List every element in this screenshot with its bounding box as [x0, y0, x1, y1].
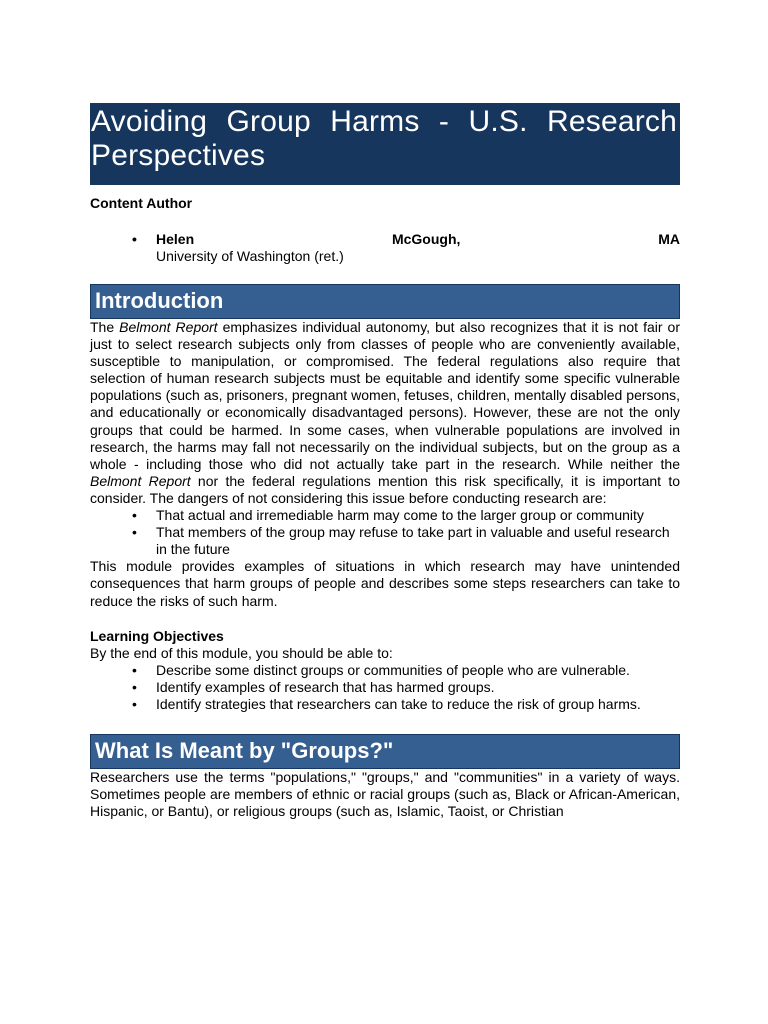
list-item: • Identify strategies that researchers can take to reduce the risk of group harms.	[90, 696, 680, 713]
learning-objectives-label: Learning Objectives	[90, 627, 224, 644]
author-name-line	[90, 231, 680, 248]
introduction-heading: Introduction	[90, 284, 680, 319]
introduction-paragraph-2: This module provides examples of situations in which research may have unintended consequences that harm groups of people and describes some steps researchers can take to reduce the risks of such harm.	[90, 558, 680, 609]
list-item: • Identify examples of research that has harmed groups.	[90, 679, 680, 696]
intro-p1-text-end: nor the federal regulations mention this risk specifically, it is important to consider. The dangers of not considering this issue before conducting research are:	[90, 472, 680, 506]
bullet-icon: •	[132, 231, 137, 247]
author-entry	[90, 231, 680, 265]
author-first-name: Helen	[156, 231, 195, 247]
author-last-name: McGough,	[391, 231, 461, 247]
objectives-list	[90, 662, 680, 713]
list-item: • That members of the group may refuse to take part in valuable and useful research in the future	[90, 524, 680, 558]
list-item: • That actual and irremediable harm may come to the larger group or community	[90, 507, 680, 524]
content-author-label: Content Author	[90, 195, 193, 211]
document-title: Avoiding Group Harms - U.S. Research Perspectives	[90, 103, 680, 185]
learning-objectives-intro: By the end of this module, you should be able to:	[90, 644, 393, 661]
groups-heading: What Is Meant by "Groups?"	[90, 734, 680, 769]
introduction-paragraph-1	[90, 319, 680, 507]
dangers-list	[90, 507, 680, 558]
belmont-report-reference: Belmont Report	[119, 319, 218, 335]
groups-paragraph-1: Researchers use the terms "populations," "groups," and "communities" in a variety of ways. Sometimes people are members of ethnic or racial groups (such as, Black or African-American, Hispanic, or Bantu), or religious groups (such as, Islamic, Taoist, or Christian	[90, 768, 680, 820]
belmont-report-reference: Belmont Report	[90, 472, 191, 489]
document-page	[90, 103, 680, 820]
author-affiliation: University of Washington (ret.)	[156, 248, 344, 264]
author-degree: MA	[658, 231, 680, 247]
intro-p1-text-middle: emphasizes individual autonomy, but also recognizes that it is not fair or just to select research subjects only from classes of people who are conveniently available, susceptible to manipulation, or compromised. The federal regulations also require that selection of human research subjects must be equitable and identify some specific vulnerable populations (such as, prisoners, pregnant women, fetuses, children, mentally disabled persons, and educationally or economically disadvantaged persons). However, these are not the only groups that could be harmed. In some cases, when vulnerable populations are involved in research, the harms may fall not necessarily on the individual subjects, but on the group as a whole - including those who did not actually take part in the research. While neither the	[90, 319, 680, 472]
list-item: • Describe some distinct groups or communities of people who are vulnerable.	[90, 662, 680, 679]
intro-p1-text-start: The	[90, 319, 120, 335]
